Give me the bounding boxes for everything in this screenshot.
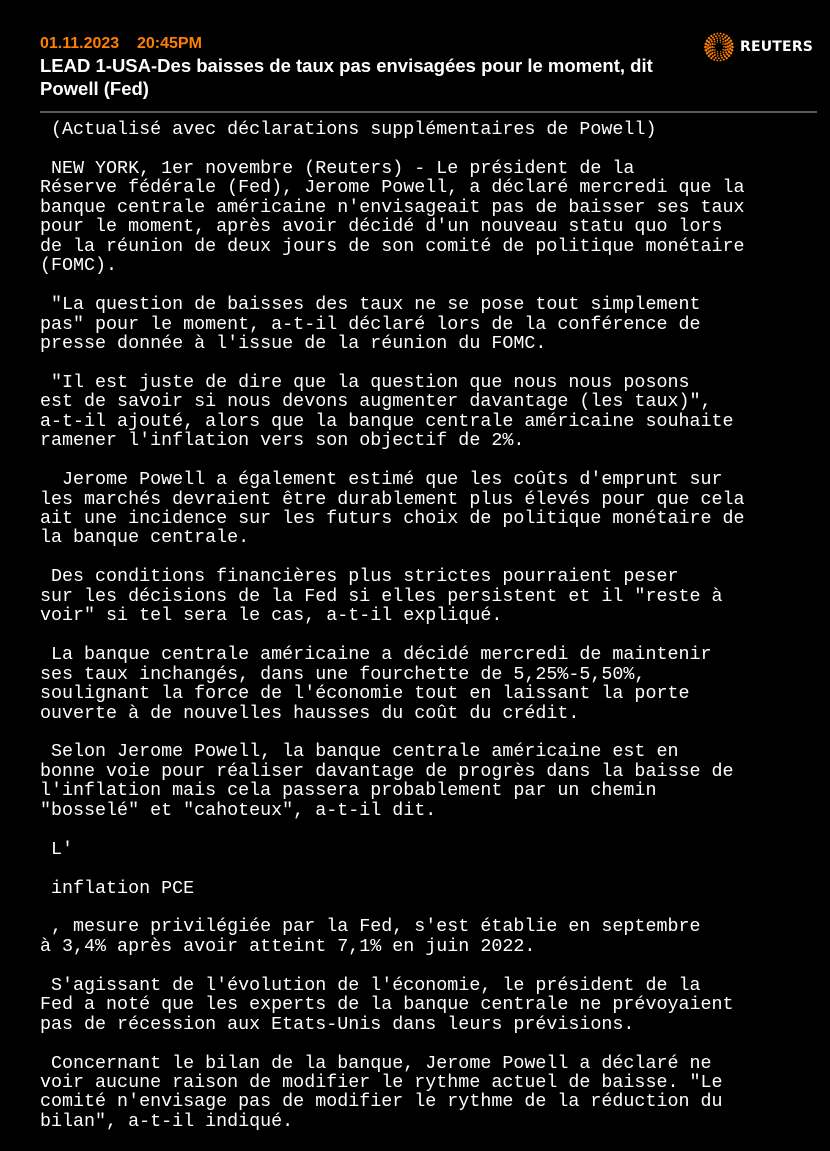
logo-dot	[729, 44, 732, 47]
logo-dot	[717, 53, 719, 55]
paragraph: "La question de baisses des taux ne se pose tout simplement pas" pour le moment, a-t-il déclaré lors de la conférence de presse donnée à l'issue de la réunion du FOMC.	[40, 294, 701, 354]
logo-dot	[711, 46, 713, 48]
logo-dot	[717, 51, 718, 52]
logo-dot	[713, 33, 715, 35]
logo-dot	[714, 52, 716, 54]
logo-dot	[726, 49, 728, 51]
logo-dot	[713, 46, 715, 48]
paragraph: L'	[40, 838, 74, 860]
logo-dot	[726, 39, 728, 41]
logo-dot	[712, 43, 714, 45]
paragraph: , mesure privilégiée par la Fed, s'est établie en septembre à 3,4% après avoir atteint 7,1% en juin 2022.	[40, 916, 701, 957]
logo-dot	[713, 59, 715, 61]
logo-dot	[716, 37, 718, 39]
logo-dot	[705, 49, 708, 52]
logo-dot	[729, 47, 732, 50]
logo-dot	[710, 57, 712, 59]
paragraph: (Actualisé avec déclarations supplémentaires de Powell)	[40, 119, 657, 140]
logo-dot	[725, 40, 727, 42]
logo-dot	[714, 49, 716, 51]
logo-dot	[725, 51, 727, 53]
logo-dot	[712, 55, 714, 57]
logo-dot	[720, 42, 721, 43]
logo-dot	[723, 46, 725, 48]
paragraph: S'agissant de l'évolution de l'économie, le président de la Fed a noté que les experts de la banque centrale ne prévoyaient pas de récession aux Etats-Unis dans leurs prévisions.	[40, 974, 734, 1035]
logo-dot	[717, 40, 719, 42]
logo-dot	[715, 57, 717, 59]
logo-dot	[712, 49, 714, 51]
logo-dot	[724, 55, 726, 57]
logo-dot	[720, 40, 722, 42]
logo-dot	[709, 53, 711, 55]
logo-dot	[728, 51, 730, 53]
logo-dot	[723, 33, 725, 35]
logo-dot	[718, 35, 720, 37]
logo-dot	[714, 41, 716, 43]
logo-dot	[720, 59, 722, 61]
logo-dot	[726, 53, 728, 55]
headline: LEAD 1-USA-Des baisses de taux pas envisagées pour le moment, dit Powell (Fed)	[40, 55, 653, 99]
logo-dot	[726, 35, 728, 37]
paragraph: inflation PCE	[40, 877, 195, 899]
logo-dot	[715, 35, 717, 37]
logo-dot	[724, 37, 726, 39]
logo-dot	[717, 55, 719, 57]
logo-dot	[722, 43, 724, 45]
logo-dot	[722, 52, 724, 54]
logo-dot	[731, 49, 734, 52]
dateline	[40, 34, 817, 54]
logo-dot	[708, 41, 710, 43]
logo-dot	[707, 44, 710, 47]
logo-dot	[716, 59, 718, 61]
paragraph: Selon Jerome Powell, la banque centrale américaine est en bonne voie pour réaliser davantage de progrès dans la baisse de l'inflation mais cela passera probablement par un chemin "bosselé" et "cahoteux", a-t-il dit.	[40, 741, 734, 821]
logo-dot	[725, 46, 727, 48]
logo-dot	[721, 57, 723, 59]
paragraph: Concernant le bilan de la banque, Jerome Powell a déclaré ne voir aucune raison de modifier le rythme actuel de baisse. "Le comité n'envisage pas de modifier le rythme de la réduction du bilan", a-t-il indiqué.	[40, 1052, 723, 1132]
logo-dot	[726, 42, 728, 44]
logo-dot	[721, 35, 723, 37]
logo-dot	[731, 42, 734, 45]
logo-dot	[709, 46, 711, 48]
logo-dot	[705, 42, 708, 45]
logo-dot	[711, 40, 713, 42]
article-header	[40, 34, 817, 100]
logo-dot	[719, 37, 721, 39]
logo-dot	[722, 38, 724, 40]
logo-dot	[720, 55, 722, 57]
publish-time: 20:45PM	[136, 35, 202, 52]
logo-dot	[712, 36, 714, 38]
logo-dot	[714, 54, 716, 56]
paragraph: "Il est juste de dire que la question que nous nous posons est de savoir si nous devons augmenter davantage (les taux)", a-t-il ajouté, alors que la banque centrale américaine souhaite ramener l'inflation vers son objectif de 2%.	[40, 371, 734, 452]
logo-dot	[714, 43, 716, 45]
brand-name: REUTERS	[740, 39, 814, 55]
logo-dot	[723, 59, 725, 61]
publish-date: 01.11.2023	[40, 35, 120, 52]
logo-dot	[717, 42, 718, 43]
header-divider	[40, 111, 817, 113]
logo-dot	[713, 38, 715, 40]
logo-dot	[722, 41, 724, 43]
reuters-logo	[704, 32, 813, 62]
logo-dot	[731, 46, 734, 49]
logo-dot	[710, 49, 712, 51]
logo-dot	[723, 54, 725, 56]
paragraph: Des conditions financières plus strictes pourraient peser sur les décisions de la Fed si elles persistent et il "reste à voir" si tel sera le cas, a-t-il expliqué.	[40, 566, 723, 627]
logo-dot	[709, 43, 711, 45]
logo-dot	[711, 52, 713, 54]
logo-dot	[724, 43, 726, 45]
logo-dot	[709, 38, 711, 40]
logo-dot	[720, 33, 722, 35]
logo-dot	[720, 51, 721, 52]
logo-dot	[710, 35, 712, 37]
article-body	[40, 120, 820, 1151]
paragraph: NEW YORK, 1er novembre (Reuters) - Le président de la Réserve fédérale (Fed), Jerome Powell, a déclaré mercredi que la banque centrale américaine n'envisageait pas de baisser ses taux pour le moment, après avoir décidé d'un nouveau statu quo lors de la réunion de deux jours de son comité de politique monétaire (FOMC).	[40, 157, 745, 277]
logo-dot	[727, 45, 729, 47]
logo-dot	[724, 49, 726, 51]
logo-dot	[726, 57, 728, 59]
paragraph: Jerome Powell a également estimé que les coûts d'emprunt sur les marchés devraient être durablement plus élevés pour que cela ait une incidence sur les futurs choix de politique monétaire de la banque centrale.	[40, 469, 745, 549]
logo-dot	[704, 46, 707, 49]
logo-dot	[722, 49, 724, 51]
logo-dot	[718, 57, 720, 59]
logo-dot	[720, 53, 722, 55]
paragraph: La banque centrale américaine a décidé mercredi de maintenir ses taux inchangés, dans une fourchette de 5,25%-5,50%, soulignant la force de l'économie tout en laissant la porte ouverte à de nouvelles hausses du coût du crédit.	[40, 644, 712, 724]
logo-dot	[716, 33, 718, 35]
reuters-dots-icon	[704, 32, 734, 62]
logo-dot	[707, 47, 710, 50]
